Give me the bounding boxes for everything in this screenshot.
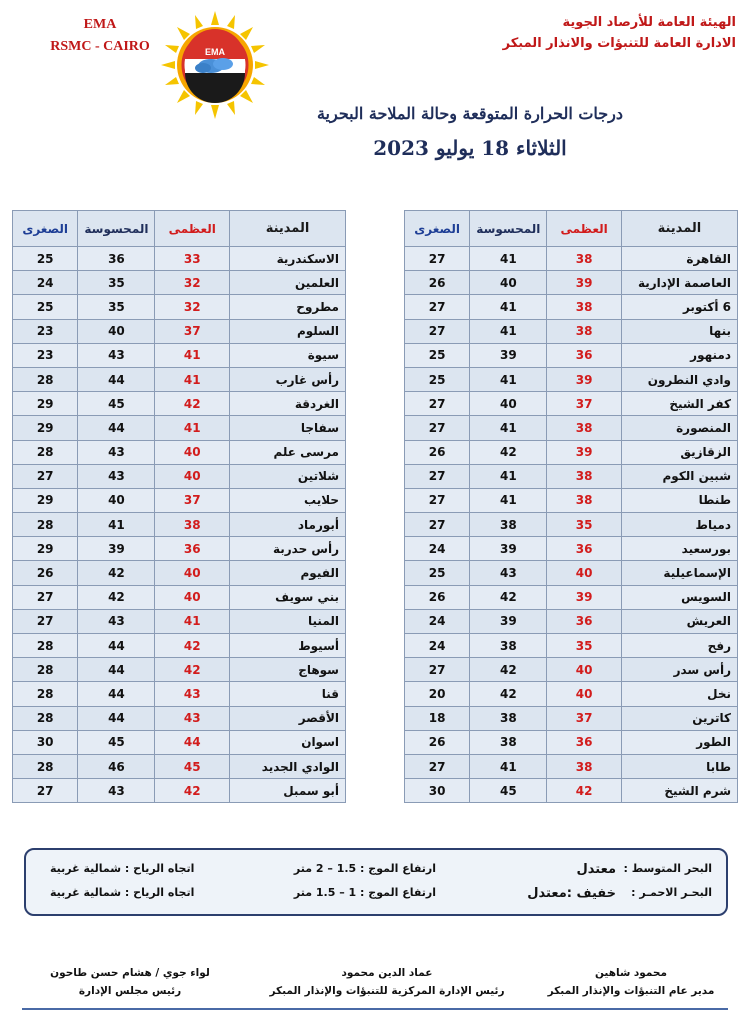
max-temp: 38 — [547, 319, 621, 343]
max-temp: 32 — [155, 271, 230, 295]
sea-state-panel — [24, 848, 728, 916]
city-name: رأس سدر — [621, 658, 737, 682]
max-temp: 38 — [547, 247, 621, 271]
min-temp: 20 — [405, 682, 470, 706]
table-row — [405, 367, 738, 391]
table-row — [13, 416, 346, 440]
feels-like-temp: 40 — [78, 488, 155, 512]
signature-role: رئيس مجلس الإدارة — [78, 985, 182, 997]
min-temp: 25 — [13, 247, 78, 271]
max-temp: 45 — [155, 754, 230, 778]
feels-like-temp: 45 — [78, 730, 155, 754]
table-row — [405, 609, 738, 633]
table-row — [13, 392, 346, 416]
city-name: العاصمة الإدارية — [621, 271, 737, 295]
city-name: مرسى علم — [230, 440, 346, 464]
feels-like-temp: 45 — [470, 779, 547, 803]
min-temp: 25 — [405, 367, 470, 391]
table-row — [13, 730, 346, 754]
max-temp: 40 — [155, 585, 230, 609]
table-row — [405, 585, 738, 609]
max-temp: 41 — [155, 416, 230, 440]
max-temp: 40 — [547, 682, 621, 706]
max-temp: 41 — [155, 609, 230, 633]
min-temp: 28 — [13, 682, 78, 706]
min-temp: 27 — [405, 513, 470, 537]
table-row — [405, 440, 738, 464]
city-name: رأس غارب — [230, 367, 346, 391]
table-row — [13, 706, 346, 730]
max-temp: 36 — [547, 730, 621, 754]
city-name: طابا — [621, 754, 737, 778]
signature-chairman — [30, 964, 230, 1000]
city-name: طنطا — [621, 488, 737, 512]
min-temp: 28 — [13, 634, 78, 658]
max-temp: 39 — [547, 585, 621, 609]
feels-like-temp: 36 — [78, 247, 155, 271]
min-temp: 27 — [405, 754, 470, 778]
logo-text: EMA — [205, 47, 225, 57]
signature-central-director — [262, 964, 512, 1000]
max-temp: 33 — [155, 247, 230, 271]
max-temp: 37 — [155, 488, 230, 512]
max-temp: 43 — [155, 706, 230, 730]
table-row — [405, 464, 738, 488]
feels-like-temp: 39 — [470, 609, 547, 633]
table-row — [405, 561, 738, 585]
ema-logo-icon — [160, 10, 270, 120]
feels-like-temp: 42 — [78, 561, 155, 585]
table-row — [13, 754, 346, 778]
min-temp: 26 — [405, 271, 470, 295]
city-name: نخل — [621, 682, 737, 706]
table-row — [405, 343, 738, 367]
max-temp: 35 — [547, 634, 621, 658]
max-temp: 38 — [547, 488, 621, 512]
feels-like-temp: 41 — [470, 295, 547, 319]
min-temp: 27 — [405, 658, 470, 682]
feels-like-temp: 45 — [78, 392, 155, 416]
feels-like-temp: 40 — [78, 319, 155, 343]
table-row — [405, 271, 738, 295]
max-temp: 36 — [155, 537, 230, 561]
city-name: رفح — [621, 634, 737, 658]
max-temp: 40 — [547, 658, 621, 682]
city-name: العريش — [621, 609, 737, 633]
table-row — [405, 706, 738, 730]
city-name: الفيوم — [230, 561, 346, 585]
col-min-header: الصغرى — [13, 211, 78, 247]
max-temp: 42 — [155, 392, 230, 416]
table-row — [13, 779, 346, 803]
min-temp: 23 — [13, 343, 78, 367]
signature-name: عماد الدين محمود — [341, 967, 433, 979]
feels-like-temp: 46 — [78, 754, 155, 778]
city-name: بورسعيد — [621, 537, 737, 561]
sea-row-mediterranean — [26, 862, 726, 884]
sea-wave-height: ارتفاع الموج : 1 – 1.5 متر — [293, 886, 436, 899]
min-temp: 27 — [405, 464, 470, 488]
city-name: رأس حدربة — [230, 537, 346, 561]
max-temp: 44 — [155, 730, 230, 754]
min-temp: 28 — [13, 513, 78, 537]
max-temp: 39 — [547, 367, 621, 391]
min-temp: 27 — [13, 464, 78, 488]
city-name: كاترين — [621, 706, 737, 730]
max-temp: 38 — [547, 754, 621, 778]
max-temp: 42 — [547, 779, 621, 803]
feels-like-temp: 44 — [78, 416, 155, 440]
min-temp: 24 — [405, 609, 470, 633]
feels-like-temp: 41 — [470, 247, 547, 271]
min-temp: 25 — [13, 295, 78, 319]
table-row — [405, 416, 738, 440]
city-name: أسيوط — [230, 634, 346, 658]
sea-state: خفيف :معتدل — [527, 886, 616, 901]
max-temp: 37 — [547, 706, 621, 730]
table-row — [405, 682, 738, 706]
col-max-header: العظمى — [547, 211, 621, 247]
city-name: وادي النطرون — [621, 367, 737, 391]
feels-like-temp: 44 — [78, 706, 155, 730]
min-temp: 30 — [13, 730, 78, 754]
table-row — [405, 634, 738, 658]
min-temp: 29 — [13, 392, 78, 416]
min-temp: 24 — [405, 634, 470, 658]
table-row — [405, 730, 738, 754]
city-name: السويس — [621, 585, 737, 609]
min-temp: 27 — [405, 416, 470, 440]
max-temp: 32 — [155, 295, 230, 319]
feels-like-temp: 38 — [470, 513, 547, 537]
table-row — [13, 464, 346, 488]
min-temp: 26 — [13, 561, 78, 585]
table-row — [405, 319, 738, 343]
table-row — [13, 634, 346, 658]
min-temp: 27 — [405, 488, 470, 512]
table-row — [13, 271, 346, 295]
feels-like-temp: 38 — [470, 706, 547, 730]
city-name: سفاجا — [230, 416, 346, 440]
max-temp: 43 — [155, 682, 230, 706]
max-temp: 39 — [547, 271, 621, 295]
col-city-header: المدينة — [621, 211, 737, 247]
table-row — [405, 295, 738, 319]
min-temp: 28 — [13, 658, 78, 682]
feels-like-temp: 41 — [470, 464, 547, 488]
max-temp: 40 — [155, 561, 230, 585]
max-temp: 37 — [155, 319, 230, 343]
org-arabic-name — [503, 12, 736, 54]
city-name: اسوان — [230, 730, 346, 754]
table-header-row — [13, 211, 346, 247]
feels-like-temp: 42 — [470, 682, 547, 706]
sea-wind-direction: اتجاه الرياح : شمالية غربية — [50, 862, 195, 875]
feels-like-temp: 41 — [470, 488, 547, 512]
feels-like-temp: 39 — [78, 537, 155, 561]
feels-like-temp: 41 — [470, 416, 547, 440]
max-temp: 38 — [155, 513, 230, 537]
max-temp: 42 — [155, 634, 230, 658]
min-temp: 27 — [405, 247, 470, 271]
feels-like-temp: 43 — [78, 779, 155, 803]
org-authority: الهيئة العامة للأرصاد الجوية — [562, 15, 736, 30]
signature-name: لواء جوي / هشام حسن طاحون — [50, 967, 210, 979]
min-temp: 28 — [13, 367, 78, 391]
table-row — [13, 609, 346, 633]
table-row — [13, 561, 346, 585]
table-row — [13, 513, 346, 537]
col-feel-header: المحسوسة — [78, 211, 155, 247]
city-name: الاسكندرية — [230, 247, 346, 271]
min-temp: 29 — [13, 537, 78, 561]
feels-like-temp: 42 — [470, 585, 547, 609]
feels-like-temp: 41 — [470, 319, 547, 343]
table-row — [13, 440, 346, 464]
min-temp: 26 — [405, 440, 470, 464]
city-name: مطروح — [230, 295, 346, 319]
min-temp: 23 — [13, 319, 78, 343]
org-department: الادارة العامة للتنبؤات والانذار المبكر — [502, 36, 736, 51]
city-name: الغردقة — [230, 392, 346, 416]
city-name: دمياط — [621, 513, 737, 537]
feels-like-temp: 40 — [470, 392, 547, 416]
sea-state: معتدل — [576, 862, 616, 877]
city-name: كفر الشيخ — [621, 392, 737, 416]
min-temp: 25 — [405, 343, 470, 367]
feels-like-temp: 43 — [78, 464, 155, 488]
feels-like-temp: 42 — [470, 440, 547, 464]
col-city-header: المدينة — [230, 211, 346, 247]
table-row — [405, 392, 738, 416]
city-name: المنصورة — [621, 416, 737, 440]
table-row — [405, 779, 738, 803]
feels-like-temp: 41 — [78, 513, 155, 537]
city-name: سوهاج — [230, 658, 346, 682]
left-temperature-table — [12, 210, 346, 803]
feels-like-temp: 43 — [470, 561, 547, 585]
max-temp: 40 — [547, 561, 621, 585]
table-row — [13, 658, 346, 682]
min-temp: 28 — [13, 440, 78, 464]
org-center: RSMC - CAIRO — [50, 39, 150, 54]
min-temp: 25 — [405, 561, 470, 585]
org-english-name — [30, 14, 170, 58]
feels-like-temp: 41 — [470, 367, 547, 391]
min-temp: 28 — [13, 706, 78, 730]
max-temp: 40 — [155, 464, 230, 488]
feels-like-temp: 42 — [470, 658, 547, 682]
feels-like-temp: 35 — [78, 295, 155, 319]
signature-forecast-director — [526, 964, 736, 1000]
feels-like-temp: 39 — [470, 343, 547, 367]
min-temp: 24 — [13, 271, 78, 295]
table-row — [405, 513, 738, 537]
table-row — [13, 537, 346, 561]
city-name: حلايب — [230, 488, 346, 512]
city-name: سيوة — [230, 343, 346, 367]
city-name: شرم الشيخ — [621, 779, 737, 803]
feels-like-temp: 38 — [470, 634, 547, 658]
max-temp: 36 — [547, 609, 621, 633]
max-temp: 37 — [547, 392, 621, 416]
city-name: السلوم — [230, 319, 346, 343]
city-name: بنها — [621, 319, 737, 343]
feels-like-temp: 43 — [78, 440, 155, 464]
max-temp: 35 — [547, 513, 621, 537]
sea-wave-height: ارتفاع الموج : 1.5 – 2 متر — [293, 862, 436, 875]
table-row — [13, 295, 346, 319]
table-row — [405, 754, 738, 778]
table-row — [405, 658, 738, 682]
city-name: الأقصر — [230, 706, 346, 730]
table-row — [405, 537, 738, 561]
table-row — [13, 247, 346, 271]
max-temp: 41 — [155, 367, 230, 391]
min-temp: 27 — [13, 779, 78, 803]
signature-role: رئيس الإدارة المركزية للتنبؤات والإنذار المبكر — [269, 985, 505, 997]
table-row — [13, 367, 346, 391]
table-row — [13, 488, 346, 512]
min-temp: 28 — [13, 754, 78, 778]
city-name: شبين الكوم — [621, 464, 737, 488]
max-temp: 41 — [155, 343, 230, 367]
footer-divider — [22, 1008, 728, 1010]
feels-like-temp: 39 — [470, 537, 547, 561]
min-temp: 29 — [13, 488, 78, 512]
city-name: العلمين — [230, 271, 346, 295]
city-name: القاهرة — [621, 247, 737, 271]
max-temp: 38 — [547, 416, 621, 440]
table-row — [13, 682, 346, 706]
city-name: شلاتين — [230, 464, 346, 488]
min-temp: 27 — [405, 319, 470, 343]
min-temp: 18 — [405, 706, 470, 730]
org-abbrev: EMA — [83, 17, 117, 32]
min-temp: 26 — [405, 730, 470, 754]
col-min-header: الصغرى — [405, 211, 470, 247]
sea-row-red-sea — [26, 886, 726, 908]
max-temp: 36 — [547, 343, 621, 367]
signature-role: مدير عام التنبؤات والإنذار المبكر — [547, 985, 715, 997]
city-name: بني سويف — [230, 585, 346, 609]
sea-name: البحر المتوسط : — [623, 862, 712, 875]
city-name: الزقازيق — [621, 440, 737, 464]
min-temp: 27 — [405, 392, 470, 416]
city-name: دمنهور — [621, 343, 737, 367]
feels-like-temp: 40 — [470, 271, 547, 295]
city-name: أبو سمبل — [230, 779, 346, 803]
page-date: الثلاثاء 18 يوليو 2023 — [373, 136, 567, 160]
min-temp: 27 — [13, 585, 78, 609]
min-temp: 27 — [405, 295, 470, 319]
max-temp: 42 — [155, 779, 230, 803]
page-title: درجات الحرارة المتوقعة وحالة الملاحة البحرية — [316, 104, 624, 123]
feels-like-temp: 43 — [78, 609, 155, 633]
feels-like-temp: 35 — [78, 271, 155, 295]
min-temp: 26 — [405, 585, 470, 609]
city-name: المنيا — [230, 609, 346, 633]
sea-wind-direction: اتجاه الرياح : شمالية غربية — [50, 886, 195, 899]
min-temp: 24 — [405, 537, 470, 561]
city-name: الطور — [621, 730, 737, 754]
city-name: 6 أكتوبر — [621, 295, 737, 319]
max-temp: 40 — [155, 440, 230, 464]
table-row — [13, 343, 346, 367]
feels-like-temp: 38 — [470, 730, 547, 754]
signature-name: محمود شاهين — [594, 967, 668, 979]
table-row — [13, 319, 346, 343]
max-temp: 36 — [547, 537, 621, 561]
right-temperature-table — [404, 210, 738, 803]
city-name: الإسماعيلية — [621, 561, 737, 585]
sea-name: البحـر الاحمـر : — [631, 886, 712, 899]
table-row — [13, 585, 346, 609]
table-row — [405, 247, 738, 271]
col-max-header: العظمى — [155, 211, 230, 247]
city-name: الوادي الجديد — [230, 754, 346, 778]
max-temp: 38 — [547, 295, 621, 319]
min-temp: 29 — [13, 416, 78, 440]
feels-like-temp: 44 — [78, 682, 155, 706]
max-temp: 42 — [155, 658, 230, 682]
feels-like-temp: 44 — [78, 634, 155, 658]
max-temp: 39 — [547, 440, 621, 464]
table-row — [405, 488, 738, 512]
feels-like-temp: 41 — [470, 754, 547, 778]
feels-like-temp: 42 — [78, 585, 155, 609]
table-header-row — [405, 211, 738, 247]
min-temp: 27 — [13, 609, 78, 633]
city-name: قنا — [230, 682, 346, 706]
min-temp: 30 — [405, 779, 470, 803]
col-feel-header: المحسوسة — [470, 211, 547, 247]
feels-like-temp: 43 — [78, 343, 155, 367]
max-temp: 38 — [547, 464, 621, 488]
city-name: أبورماد — [230, 513, 346, 537]
feels-like-temp: 44 — [78, 367, 155, 391]
feels-like-temp: 44 — [78, 658, 155, 682]
